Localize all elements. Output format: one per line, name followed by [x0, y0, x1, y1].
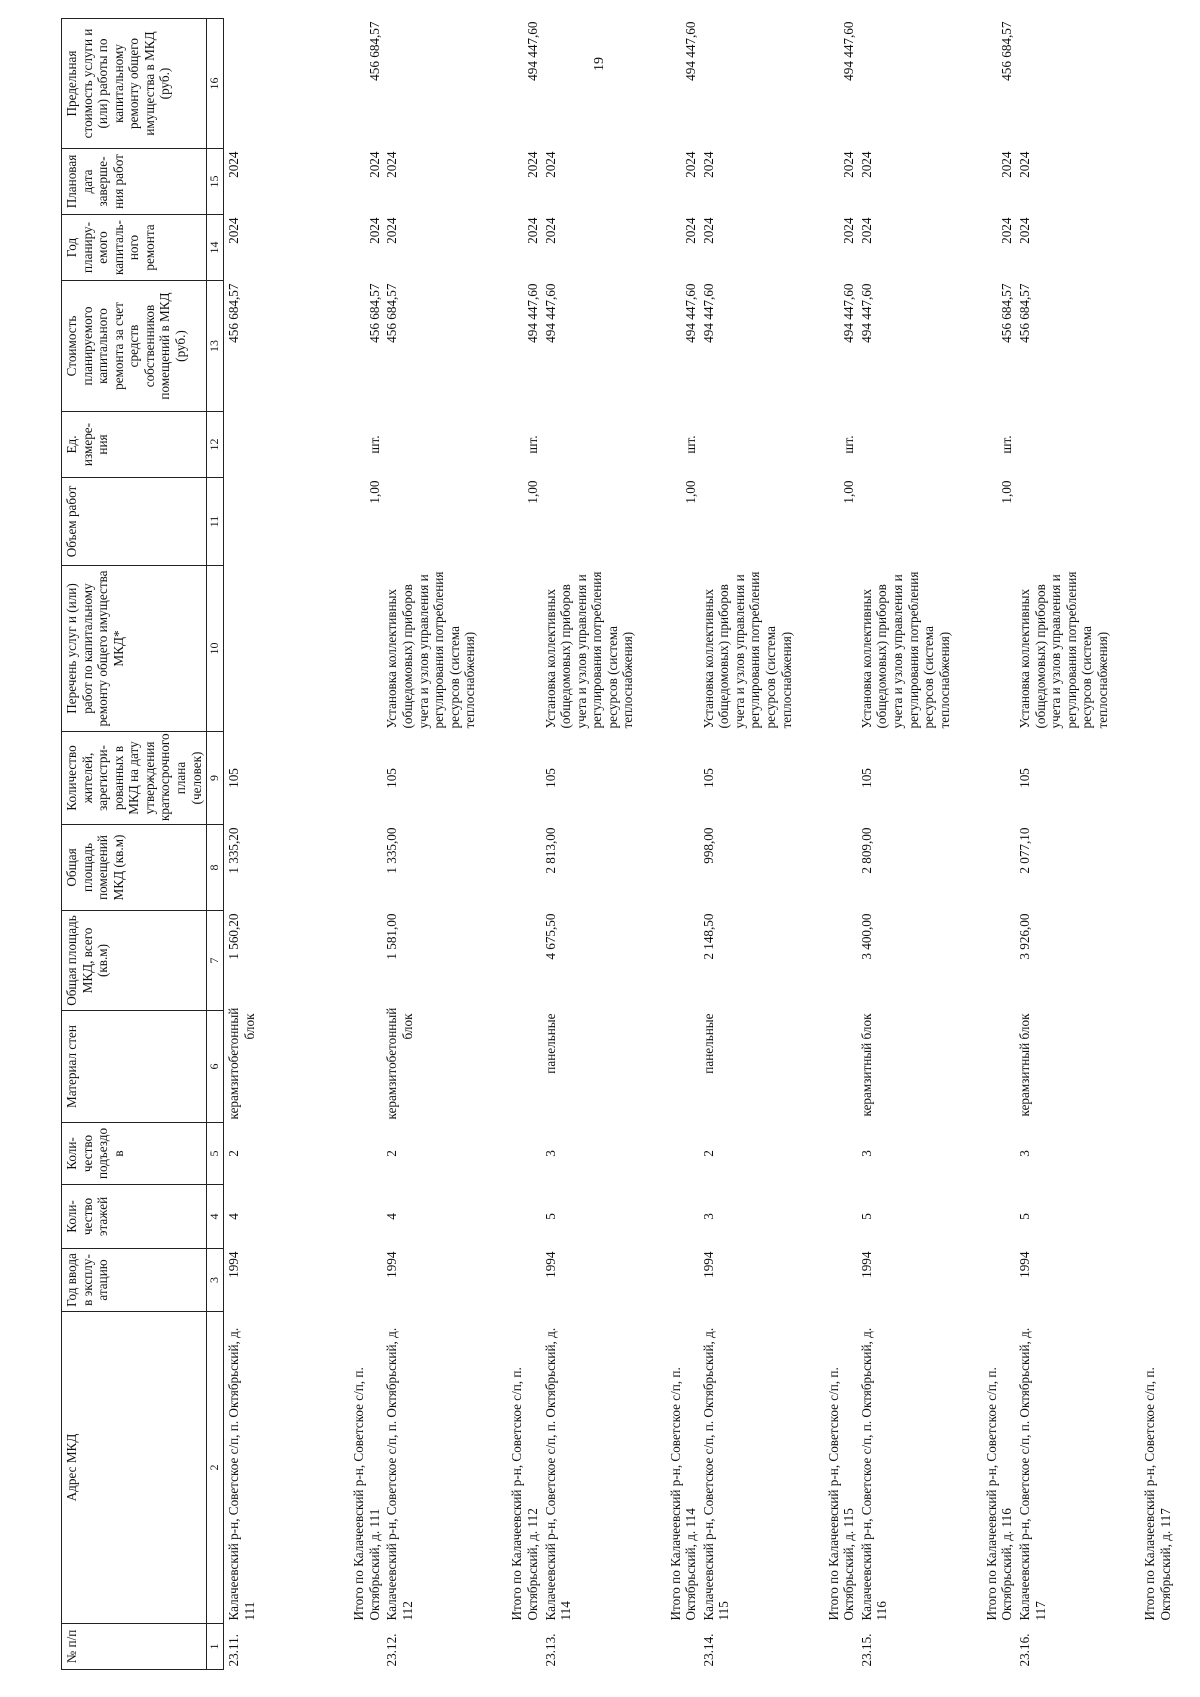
column-number: 3 [207, 1249, 224, 1312]
entrances-cell: 2 [226, 1150, 242, 1157]
cost-cell: 456 684,57 [226, 283, 242, 343]
header-cell: Плановая дата заверше-ния работ [62, 149, 207, 215]
unit-cell: шт. [524, 435, 540, 454]
plan-year-cell [1141, 215, 1174, 281]
plan-year-cell: 2024 [366, 217, 382, 244]
cost-cell: 456 684,57 [999, 283, 1015, 343]
empty-cell [508, 1185, 541, 1249]
year-cell: 1994 [384, 1251, 400, 1278]
end-date-cell: 2024 [683, 151, 699, 178]
cost-cell: 494 447,60 [524, 283, 540, 343]
empty-cell [667, 1123, 700, 1185]
empty-cell [825, 825, 858, 911]
unit-cell: шт. [999, 435, 1015, 454]
table-row [1016, 19, 1141, 1670]
table-row [858, 19, 983, 1670]
empty-cell [825, 1249, 858, 1312]
unit-cell: шт. [683, 435, 699, 454]
no-cell: 23.13. [542, 1633, 558, 1667]
column-number-row [207, 19, 224, 1670]
header-cell: Количество жителей, зарегистри-рованных в МКД на дату утверждения краткосрочного плана (человек) [62, 732, 207, 825]
table-row [542, 19, 667, 1670]
table-row [224, 19, 351, 1670]
column-number: 12 [207, 412, 224, 478]
end-date-cell: 2024 [841, 151, 857, 178]
volume-cell [700, 478, 825, 566]
total-address-cell: Итого по Калачеевский р-н, Советское с/п, п. Октябрьский, д. 117 [1141, 1367, 1173, 1621]
empty-cell [1141, 732, 1174, 825]
column-number: 15 [207, 149, 224, 215]
plan-year-cell: 2024 [700, 217, 716, 244]
header-cell: Материал стен [62, 1011, 207, 1123]
material-cell: панельные [542, 1013, 558, 1074]
total-row [667, 19, 700, 1670]
column-number: 16 [207, 19, 224, 149]
capital-repair-table [61, 18, 1174, 1670]
column-number: 6 [207, 1011, 224, 1123]
header-cell: Коли-чество подъездо в [62, 1123, 207, 1185]
header-cell: Стоимость планируемого капитального ремонта за счет средств собственников помещений в МКД (руб.) [62, 281, 207, 412]
works-cell: Установка коллективных (общедомовых) приборов учета и узлов управления и регулирования потребления ресурсов (система теплоснабжения) [542, 571, 636, 729]
floors-cell: 4 [226, 1213, 242, 1220]
unit-cell [1141, 412, 1174, 478]
header-cell: Общая площадь помещений МКД (кв.м) [62, 825, 207, 911]
empty-cell [667, 566, 700, 732]
area-total-cell: 1 581,00 [384, 913, 400, 960]
floors-cell: 5 [542, 1213, 558, 1220]
empty-cell [350, 1249, 383, 1312]
volume-cell [383, 478, 508, 566]
empty-cell [508, 1011, 541, 1123]
total-row [1141, 19, 1174, 1670]
no-cell: 23.16. [1016, 1633, 1032, 1667]
unit-cell [542, 412, 667, 478]
end-date-cell: 2024 [1016, 151, 1032, 178]
plan-year-cell: 2024 [999, 217, 1015, 244]
volume-cell [542, 478, 667, 566]
total-address-cell: Итого по Калачеевский р-н, Советское с/п, п. Октябрьский, д. 111 [351, 1367, 382, 1621]
entrances-cell: 2 [384, 1150, 400, 1157]
empty-cell [508, 1249, 541, 1312]
year-cell: 1994 [858, 1251, 874, 1278]
column-number: 9 [207, 732, 224, 825]
column-number: 11 [207, 478, 224, 566]
header-row [62, 19, 207, 1670]
empty-cell [983, 1011, 1016, 1123]
row-number-cell [1141, 1624, 1174, 1670]
empty-cell [983, 825, 1016, 911]
row-number-cell [350, 1624, 383, 1670]
empty-cell [1141, 911, 1174, 1011]
plan-year-cell: 2024 [1016, 217, 1032, 244]
empty-cell [825, 1123, 858, 1185]
empty-cell [983, 566, 1016, 732]
residents-cell: 105 [542, 768, 558, 788]
limit-cost-cell [700, 19, 825, 149]
empty-cell [1141, 566, 1174, 732]
limit-cost-cell: 494 447,60 [841, 21, 857, 81]
works-cell: Установка коллективных (общедомовых) приборов учета и узлов управления и регулирования потребления ресурсов (система теплоснабжения) [858, 571, 952, 729]
address-cell: Калачеевский р-н, Советское с/п, п. Октябрьский, д. 112 [384, 1327, 415, 1621]
residents-cell: 105 [226, 768, 242, 788]
total-row [983, 19, 1016, 1670]
total-address-cell: Итого по Калачеевский р-н, Советское с/п, п. Октябрьский, д. 116 [983, 1367, 1015, 1621]
residents-cell: 105 [858, 768, 874, 788]
year-cell: 1994 [226, 1251, 242, 1278]
column-number: 14 [207, 215, 224, 281]
works-cell: Установка коллективных (общедомовых) приборов учета и узлов управления и регулирования потребления ресурсов (система теплоснабжения) [1016, 571, 1110, 729]
address-cell: Калачеевский р-н, Советское с/п, п. Октябрьский, д. 117 [1016, 1327, 1048, 1621]
total-row [350, 19, 383, 1670]
plan-year-cell: 2024 [683, 217, 699, 244]
plan-year-cell: 2024 [542, 217, 558, 244]
empty-cell [350, 825, 383, 911]
material-cell: керамзитный блок [1016, 1013, 1032, 1117]
cost-cell: 456 684,57 [1016, 283, 1032, 343]
unit-cell: шт. [366, 435, 382, 454]
empty-cell [983, 1123, 1016, 1185]
empty-cell [825, 1011, 858, 1123]
row-number-cell [667, 1624, 700, 1670]
header-cell: Общая площадь МКД, всего (кв.м) [62, 911, 207, 1011]
unit-cell [1016, 412, 1141, 478]
area-total-cell: 1 560,20 [226, 913, 242, 960]
header-cell: Перечень услуг и (или) работ по капитальному ремонту общего имущества МКД* [62, 566, 207, 732]
limit-cost-cell: 494 447,60 [524, 21, 540, 81]
table-row [383, 19, 508, 1670]
address-cell: Калачеевский р-н, Советское с/п, п. Октябрьский, д. 116 [858, 1327, 890, 1621]
empty-cell [1141, 1249, 1174, 1312]
empty-cell [508, 911, 541, 1011]
floors-cell: 5 [1016, 1213, 1032, 1220]
floors-cell: 5 [858, 1213, 874, 1220]
area-rooms-cell: 2 813,00 [542, 827, 558, 874]
end-date-cell [1141, 149, 1174, 215]
empty-cell [350, 1123, 383, 1185]
works-cell: Установка коллективных (общедомовых) приборов учета и узлов управления и регулирования потребления ресурсов (система теплоснабжения) [700, 571, 794, 729]
row-number-cell [983, 1624, 1016, 1670]
works-cell: Установка коллективных (общедомовых) приборов учета и узлов управления и регулирования потребления ресурсов (система теплоснабжения) [384, 571, 478, 729]
cost-cell [1141, 281, 1174, 412]
total-address-cell: Итого по Калачеевский р-н, Советское с/п, п. Октябрьский, д. 115 [825, 1367, 857, 1621]
area-rooms-cell: 998,00 [700, 827, 716, 864]
limit-cost-cell [383, 19, 508, 149]
empty-cell [983, 911, 1016, 1011]
entrances-cell: 2 [700, 1150, 716, 1157]
limit-cost-cell: 494 447,60 [683, 21, 699, 81]
works-cell [224, 566, 351, 732]
empty-cell [825, 732, 858, 825]
plan-year-cell: 2024 [384, 217, 400, 244]
column-number: 7 [207, 911, 224, 1011]
cost-cell: 456 684,57 [384, 283, 400, 343]
unit-cell [383, 412, 508, 478]
empty-cell [1141, 825, 1174, 911]
limit-cost-cell [1141, 19, 1174, 149]
volume-cell [1141, 478, 1174, 566]
empty-cell [508, 1123, 541, 1185]
header-cell: Объем работ [62, 478, 207, 566]
volume-cell: 1,00 [366, 480, 382, 504]
header-cell: Предельная стоимость услуги и (или) работы по капитальному ремонту общего имущества в МКД (руб.) [62, 19, 207, 149]
total-address-cell: Итого по Калачеевский р-н, Советское с/п, п. Октябрьский, д. 112 [509, 1367, 540, 1621]
no-cell: 23.11. [226, 1634, 242, 1667]
unit-cell: шт. [841, 435, 857, 454]
empty-cell [350, 1011, 383, 1123]
limit-cost-cell [224, 19, 351, 149]
plan-year-cell: 2024 [858, 217, 874, 244]
unit-cell [700, 412, 825, 478]
empty-cell [350, 566, 383, 732]
empty-cell [667, 1249, 700, 1312]
floors-cell: 3 [700, 1213, 716, 1220]
total-row [825, 19, 858, 1670]
column-number: 10 [207, 566, 224, 732]
no-cell: 23.14. [700, 1633, 716, 1667]
empty-cell [1141, 1011, 1174, 1123]
empty-cell [667, 732, 700, 825]
column-number: 5 [207, 1123, 224, 1185]
table-row [700, 19, 825, 1670]
volume-cell [1016, 478, 1141, 566]
plan-year-cell: 2024 [524, 217, 540, 244]
end-date-cell: 2024 [858, 151, 874, 178]
volume-cell: 1,00 [524, 480, 540, 504]
volume-cell: 1,00 [841, 480, 857, 504]
empty-cell [825, 1185, 858, 1249]
limit-cost-cell: 456 684,57 [366, 21, 382, 81]
column-number: 1 [207, 1624, 224, 1670]
empty-cell [508, 825, 541, 911]
cost-cell: 494 447,60 [858, 283, 874, 343]
end-date-cell: 2024 [542, 151, 558, 178]
column-number: 8 [207, 825, 224, 911]
area-total-cell: 3 926,00 [1016, 913, 1032, 960]
residents-cell: 105 [700, 768, 716, 788]
material-cell: керамзитобетонный блок [384, 1007, 415, 1120]
material-cell: панельные [700, 1013, 716, 1074]
floors-cell: 4 [384, 1213, 400, 1220]
empty-cell [983, 732, 1016, 825]
cost-cell: 494 447,60 [841, 283, 857, 343]
header-cell: Год планиру-емого капиталь-ного ремонта [62, 215, 207, 281]
year-cell: 1994 [542, 1251, 558, 1278]
year-cell: 1994 [700, 1251, 716, 1278]
no-cell: 23.15. [858, 1633, 874, 1667]
no-cell: 23.12. [384, 1633, 400, 1667]
area-rooms-cell: 2 077,10 [1016, 827, 1032, 874]
area-total-cell: 3 400,00 [858, 913, 874, 960]
total-row [508, 19, 541, 1670]
volume-cell: 1,00 [999, 480, 1015, 504]
end-date-cell: 2024 [999, 151, 1015, 178]
empty-cell [350, 1185, 383, 1249]
limit-cost-cell [1016, 19, 1141, 149]
empty-cell [508, 566, 541, 732]
entrances-cell: 3 [542, 1150, 558, 1157]
area-total-cell: 2 148,50 [700, 913, 716, 960]
empty-cell [508, 732, 541, 825]
empty-cell [667, 1011, 700, 1123]
volume-cell: 1,00 [683, 480, 699, 504]
area-total-cell: 4 675,50 [542, 913, 558, 960]
page-number: 19 [592, 57, 607, 71]
residents-cell: 105 [1016, 768, 1032, 788]
header-cell: Год ввода в эксплу-атацию [62, 1249, 207, 1312]
empty-cell [825, 911, 858, 1011]
address-cell: Калачеевский р-н, Советское с/п, п. Октябрьский, д. 111 [226, 1327, 257, 1621]
column-number: 2 [207, 1312, 224, 1624]
area-rooms-cell: 2 809,00 [858, 827, 874, 874]
end-date-cell: 2024 [366, 151, 382, 178]
empty-cell [983, 1249, 1016, 1312]
row-number-cell [825, 1624, 858, 1670]
total-address-cell: Итого по Калачеевский р-н, Советское с/п, п. Октябрьский, д. 114 [667, 1367, 699, 1621]
empty-cell [350, 732, 383, 825]
rotated-sheet [61, 0, 1195, 1670]
empty-cell [1141, 1123, 1174, 1185]
entrances-cell: 3 [1016, 1150, 1032, 1157]
plan-year-cell: 2024 [841, 217, 857, 244]
header-cell: Ед. измере-ния [62, 412, 207, 478]
residents-cell: 105 [384, 768, 400, 788]
empty-cell [983, 1185, 1016, 1249]
limit-cost-cell [542, 19, 667, 149]
end-date-cell: 2024 [384, 151, 400, 178]
material-cell: керамзитный блок [858, 1013, 874, 1117]
volume-cell [858, 478, 983, 566]
cost-cell: 494 447,60 [542, 283, 558, 343]
material-cell: керамзитобетонный блок [226, 1007, 257, 1120]
empty-cell [667, 1185, 700, 1249]
header-cell: № п/п [62, 1624, 207, 1670]
limit-cost-cell [858, 19, 983, 149]
empty-cell [825, 566, 858, 732]
entrances-cell: 3 [858, 1150, 874, 1157]
year-cell: 1994 [1016, 1251, 1032, 1278]
column-number: 13 [207, 281, 224, 412]
unit-cell [858, 412, 983, 478]
empty-cell [667, 911, 700, 1011]
header-cell: Адрес МКД [62, 1312, 207, 1624]
cost-cell: 456 684,57 [366, 283, 382, 343]
empty-cell [667, 825, 700, 911]
end-date-cell: 2024 [226, 151, 242, 178]
header-cell: Коли-чество этажей [62, 1185, 207, 1249]
end-date-cell: 2024 [700, 151, 716, 178]
volume-cell [224, 478, 351, 566]
area-rooms-cell: 1 335,20 [226, 827, 242, 874]
address-cell: Калачеевский р-н, Советское с/п, п. Октябрьский, д. 114 [542, 1327, 574, 1621]
cost-cell: 494 447,60 [683, 283, 699, 343]
column-number: 4 [207, 1185, 224, 1249]
address-cell: Калачеевский р-н, Советское с/п, п. Октябрьский, д. 115 [700, 1327, 732, 1621]
row-number-cell [508, 1624, 541, 1670]
plan-year-cell: 2024 [226, 217, 242, 244]
limit-cost-cell: 456 684,57 [999, 21, 1015, 81]
end-date-cell: 2024 [524, 151, 540, 178]
cost-cell: 494 447,60 [700, 283, 716, 343]
empty-cell [1141, 1185, 1174, 1249]
empty-cell [350, 911, 383, 1011]
unit-cell [224, 412, 351, 478]
area-rooms-cell: 1 335,00 [384, 827, 400, 874]
